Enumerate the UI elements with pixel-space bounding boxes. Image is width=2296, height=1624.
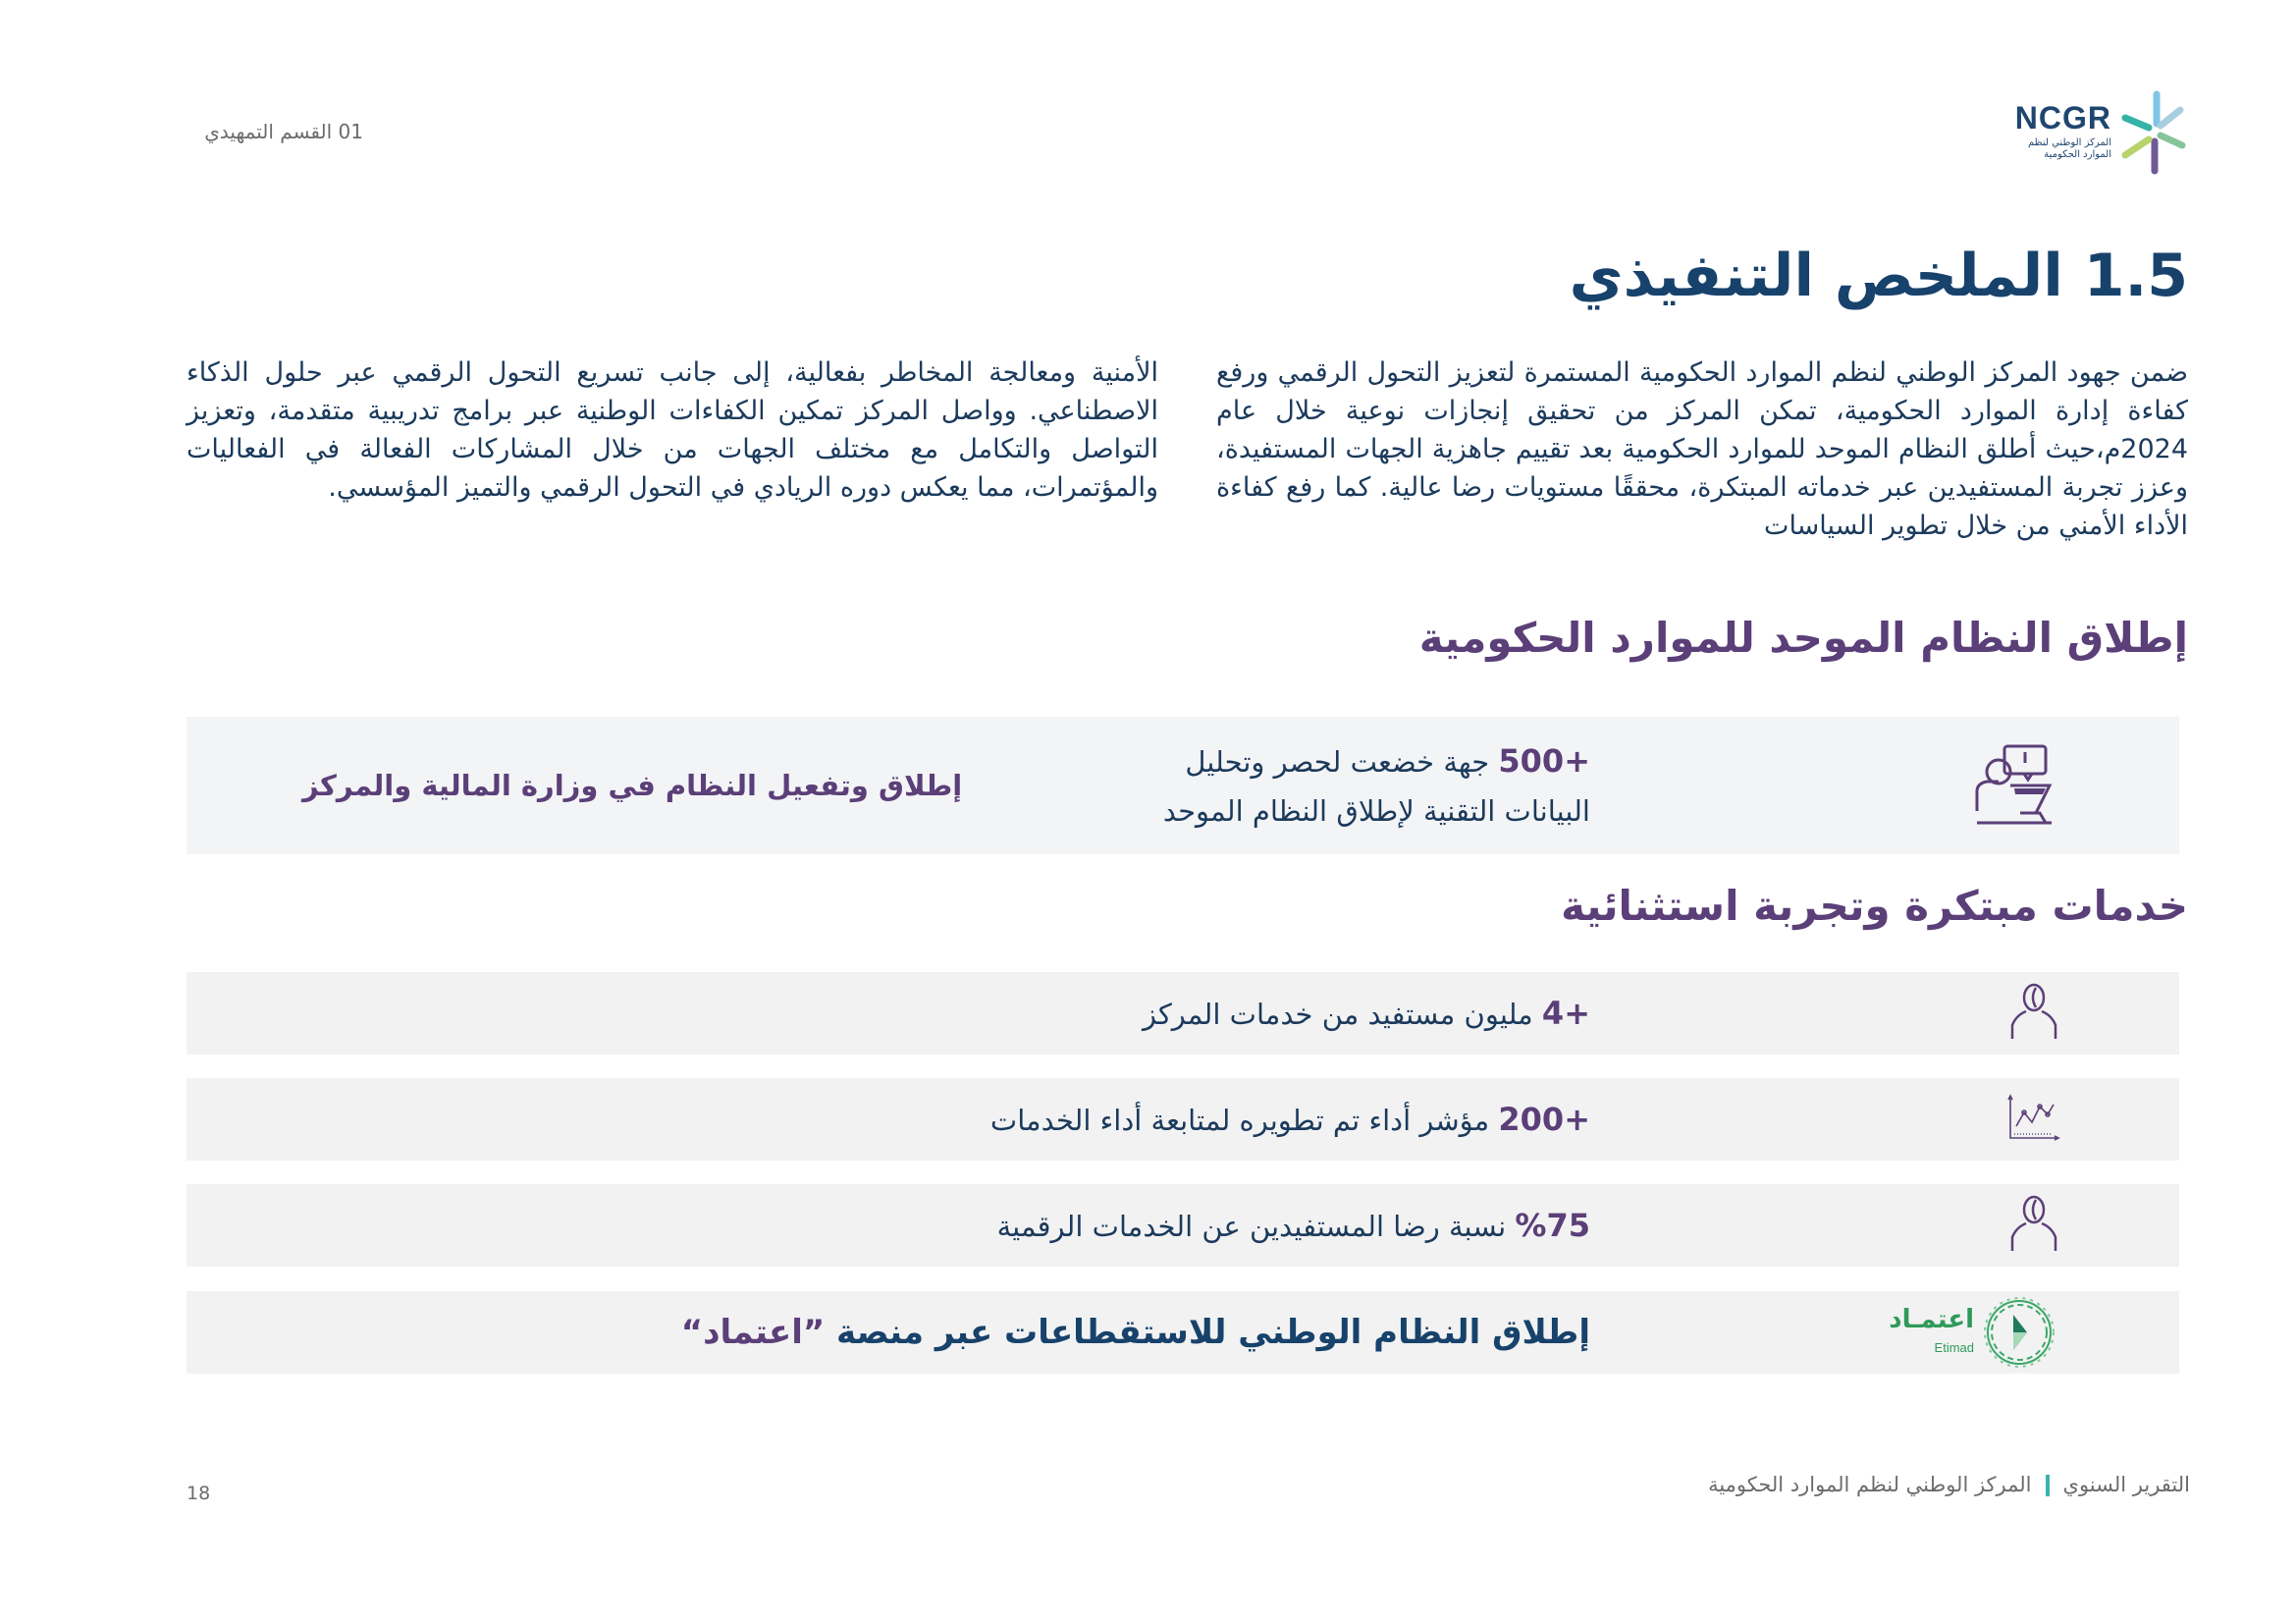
etimad-row [187, 1291, 2179, 1374]
etimad-launch-text [681, 1313, 1590, 1352]
summary-paragraph-left: الأمنية ومعالجة المخاطر بفعالية، إلى جانب تسريع التحول الرقمي عبر حلول الذكاء الاصطناعي. وواصل المركز تمكين الكفاءات الوطنية عبر برامج تدريبية متقدمة، وتعزيز التواصل والتكامل مع مختلف الجهات من خلال المشاركات الفعالة في الفعاليات والمؤتمرات، مما يعكس دوره الريادي في التحول الرقمي والتميز المؤسسي. [187, 357, 1158, 503]
etimad-emblem-icon [1982, 1295, 2056, 1370]
etimad-logo [1890, 1295, 2056, 1370]
footer-report-label: التقرير السنوي [2062, 1473, 2190, 1496]
service-stat-row [187, 1184, 2179, 1267]
footer-divider [2046, 1475, 2050, 1496]
system-stat-text-line1: جهة خضعت لحصر وتحليل [1185, 745, 1490, 779]
page-number: 18 [187, 1483, 211, 1504]
service-stat-number: +200 [1498, 1101, 1590, 1138]
logo-name-line1: المركز الوطني لنظم [2028, 137, 2111, 148]
system-stat [1163, 736, 1590, 836]
service-stat [990, 1101, 1590, 1138]
services-heading: خدمات مبتكرة وتجربة استثنائية [1561, 882, 2188, 930]
logo-name-line2: الموارد الحكومية [2044, 149, 2111, 160]
footer [1708, 1473, 2190, 1496]
service-stat-text: مليون مستفيد من خدمات المركز [1142, 998, 1533, 1031]
system-launch-panel [187, 717, 2179, 854]
etimad-logo-arabic: اعتمـاد [1889, 1305, 1974, 1334]
system-stat-text-line2: البيانات التقنية لإطلاق النظام الموحد [1162, 794, 1590, 828]
line-chart-icon [2006, 1093, 2061, 1146]
system-stat-line1 [1163, 736, 1590, 786]
person-icon [2006, 982, 2061, 1045]
system-launch-heading: إطلاق النظام الموحد للموارد الحكومية [1418, 614, 2188, 662]
system-stat-number: +500 [1498, 742, 1590, 780]
service-stat-row [187, 1078, 2179, 1161]
service-stat [1143, 995, 1590, 1032]
person-icon [2006, 1194, 2061, 1257]
etimad-logo-english: Etimad [1934, 1340, 1974, 1355]
page-title: 1.5 الملخص التنفيذي [1569, 242, 2188, 310]
service-stat [997, 1207, 1590, 1244]
summary-paragraph-right: ضمن جهود المركز الوطني لنظم الموارد الحكومية المستمرة لتعزيز التحول الرقمي ورفع كفاءة إدارة الموارد الحكومية، تمكن المركز من تحقيق إنجازات نوعية خلال عام 2024م،حيث أطلق النظام الموحد للموارد الحكومية بعد تقييم جاهزية الجهات المستفيدة، وعزز تجربة المستفيدين عبر خدماته المبتكرة، محققًا مستويات رضا عالية. كما رفع كفاءة الأداء الأمني من خلال تطوير السياسات [1216, 357, 2188, 541]
etimad-launch-label: إطلاق النظام الوطني للاستقطاعات عبر منصة [836, 1313, 1590, 1352]
service-stat-number: +4 [1541, 995, 1590, 1032]
service-stat-text: مؤشر أداء تم تطويره لمتابعة أداء الخدمات [989, 1104, 1490, 1137]
ncgr-logo [2013, 88, 2190, 177]
service-stat-text: نسبة رضا المستفيدين عن الخدمات الرقمية [996, 1210, 1507, 1243]
footer-org-name: المركز الوطني لنظم الموارد الحكومية [1708, 1473, 2032, 1496]
user-alert-laptop-icon [1973, 742, 2061, 829]
logo-acronym: NCGR [2014, 100, 2111, 135]
service-stat-row [187, 972, 2179, 1055]
section-label: 01 القسم التمهيدي [204, 120, 363, 143]
ncgr-star-icon [2115, 88, 2190, 177]
service-stat-number: %75 [1515, 1207, 1590, 1244]
system-launch-note: إطلاق وتفعيل النظام في وزارة المالية والمركز [302, 769, 963, 802]
logo-name [2003, 137, 2111, 161]
etimad-quoted-name: ”اعتماد“ [680, 1313, 826, 1352]
